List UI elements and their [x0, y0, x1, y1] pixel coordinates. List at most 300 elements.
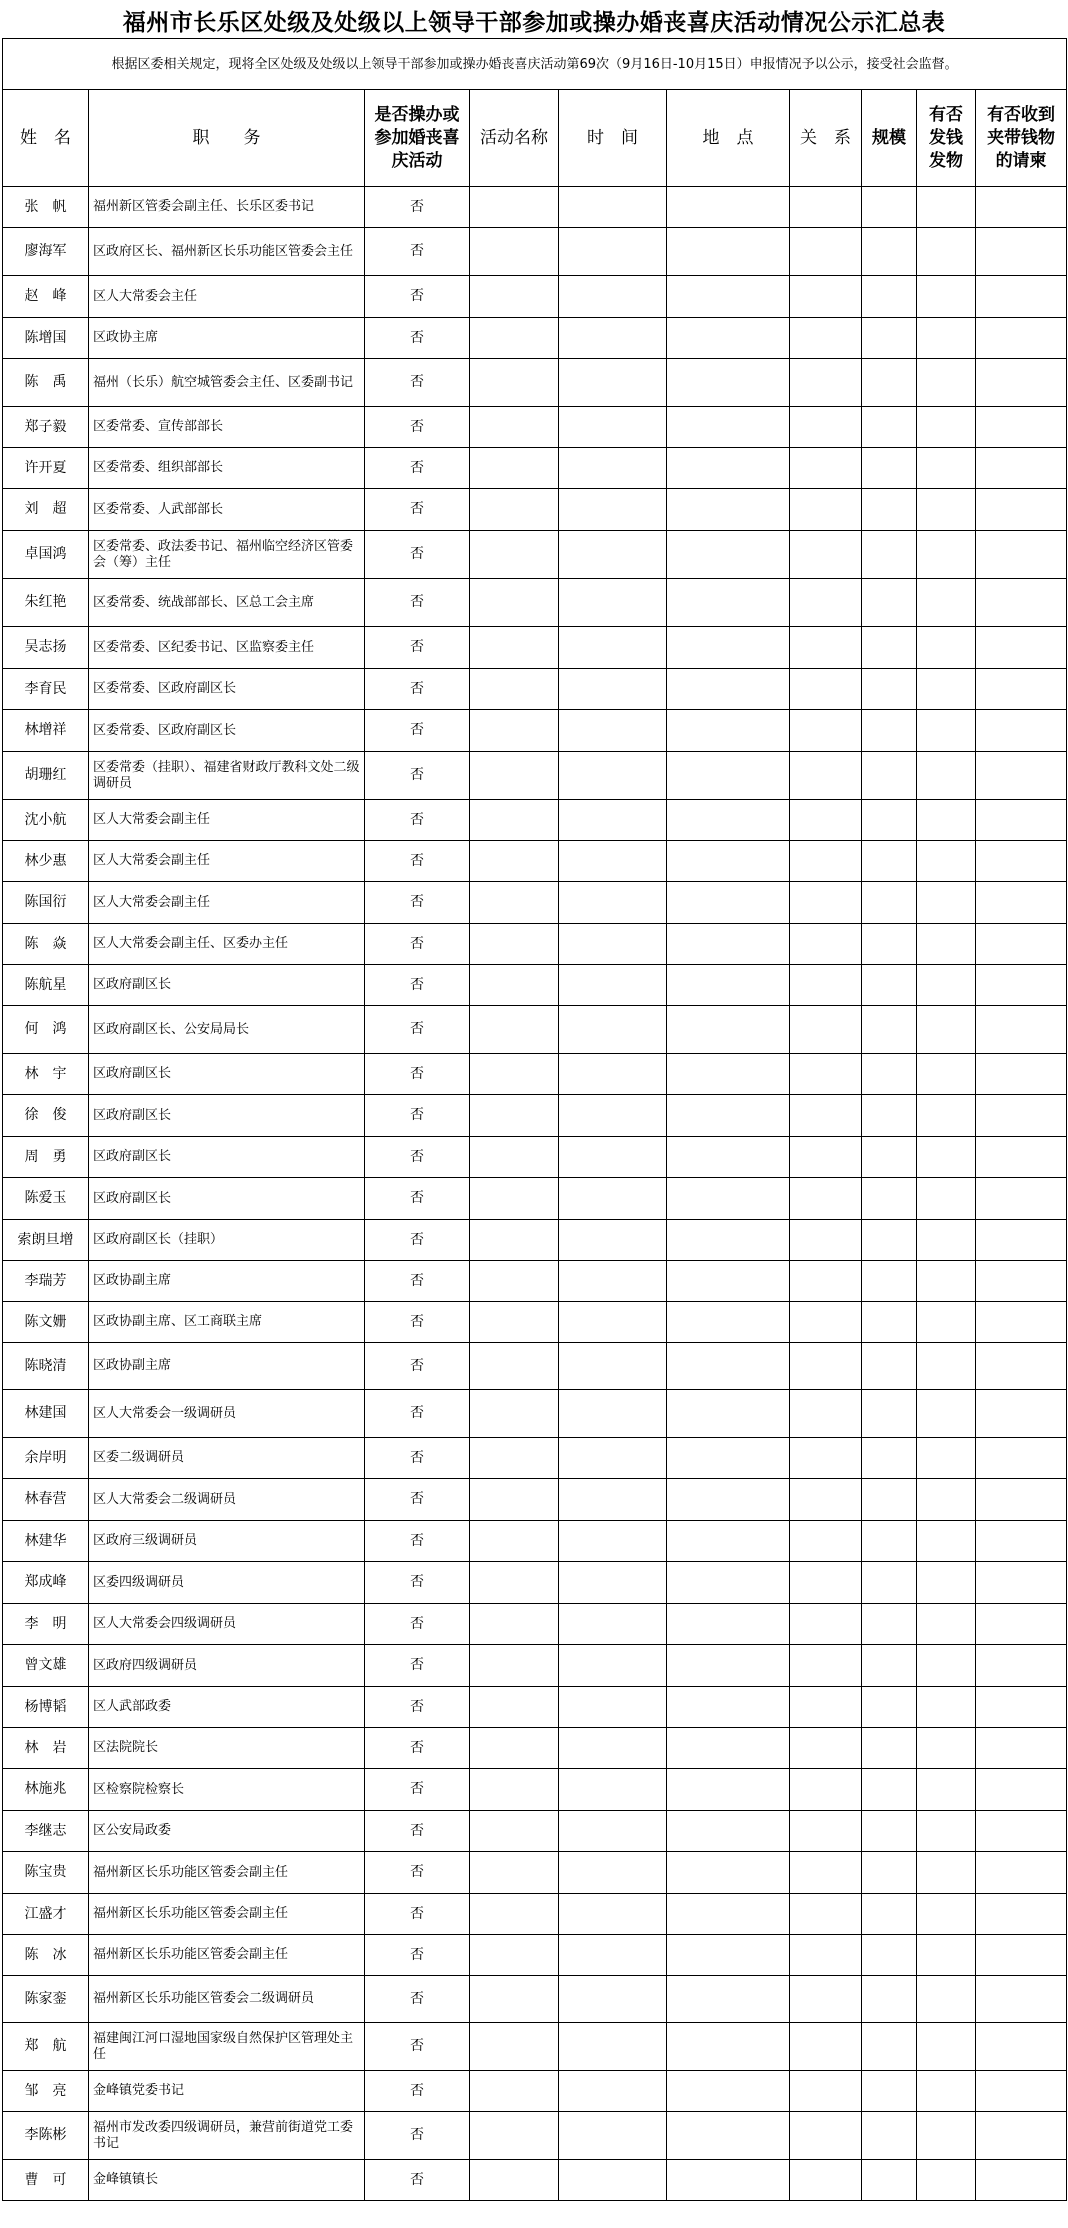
cell-relation [790, 841, 862, 882]
cell-activity [470, 1343, 559, 1390]
cell-money [917, 187, 976, 228]
cell-money [917, 1521, 976, 1562]
cell-place [667, 531, 790, 579]
cell-position: 福州（长乐）航空城管委会主任、区委副书记 [89, 359, 365, 407]
cell-time [559, 1728, 667, 1769]
cell-scale [862, 1438, 917, 1479]
cell-money [917, 627, 976, 669]
cell-money [917, 1811, 976, 1852]
table-row [3, 1728, 1067, 1769]
cell-activity [470, 1390, 559, 1438]
cell-envelope [976, 1852, 1067, 1894]
cell-scale [862, 1976, 917, 2023]
cell-time [559, 1390, 667, 1438]
cell-name: 陈 焱 [3, 924, 89, 965]
cell-scale [862, 531, 917, 579]
cell-place [667, 1479, 790, 1521]
cell-attended: 否 [365, 1479, 470, 1521]
cell-money [917, 1976, 976, 2023]
cell-relation [790, 1095, 862, 1137]
cell-attended: 否 [365, 1178, 470, 1220]
cell-time [559, 187, 667, 228]
table-row [3, 1935, 1067, 1976]
cell-relation [790, 318, 862, 359]
cell-relation [790, 1935, 862, 1976]
cell-relation [790, 924, 862, 965]
cell-relation [790, 710, 862, 752]
cell-name: 郑子毅 [3, 407, 89, 448]
cell-time [559, 1438, 667, 1479]
table-row [3, 489, 1067, 531]
cell-place [667, 1095, 790, 1137]
cell-time [559, 1562, 667, 1604]
cell-place [667, 187, 790, 228]
cell-envelope [976, 965, 1067, 1006]
cell-envelope [976, 1343, 1067, 1390]
cell-envelope [976, 1302, 1067, 1343]
cell-attended: 否 [365, 1390, 470, 1438]
cell-envelope [976, 579, 1067, 627]
cell-place [667, 1852, 790, 1894]
cell-attended: 否 [365, 882, 470, 924]
cell-name: 赵 峰 [3, 276, 89, 318]
cell-activity [470, 359, 559, 407]
cell-attended: 否 [365, 359, 470, 407]
cell-scale [862, 359, 917, 407]
cell-time [559, 1687, 667, 1728]
cell-attended: 否 [365, 710, 470, 752]
cell-name: 林 宇 [3, 1054, 89, 1095]
cell-attended: 否 [365, 489, 470, 531]
cell-name: 陈晓清 [3, 1343, 89, 1390]
cell-attended: 否 [365, 800, 470, 841]
cell-place [667, 489, 790, 531]
cell-attended: 否 [365, 2112, 470, 2160]
cell-envelope [976, 187, 1067, 228]
cell-position: 区法院院长 [89, 1728, 365, 1769]
cell-envelope [976, 1728, 1067, 1769]
cell-money [917, 710, 976, 752]
cell-time [559, 924, 667, 965]
cell-scale [862, 579, 917, 627]
cell-activity [470, 1261, 559, 1302]
cell-attended: 否 [365, 1302, 470, 1343]
cell-relation [790, 579, 862, 627]
cell-money [917, 1645, 976, 1687]
cell-place [667, 627, 790, 669]
table-row [3, 1604, 1067, 1645]
cell-position: 区人大常委会副主任 [89, 800, 365, 841]
cell-name: 索朗旦增 [3, 1220, 89, 1261]
cell-envelope [976, 1054, 1067, 1095]
table-row [3, 2023, 1067, 2071]
table-row [3, 2071, 1067, 2112]
cell-activity [470, 1006, 559, 1054]
cell-position: 区委常委、区政府副区长 [89, 669, 365, 710]
cell-relation [790, 752, 862, 800]
cell-scale [862, 1095, 917, 1137]
cell-position: 金峰镇镇长 [89, 2160, 365, 2201]
cell-envelope [976, 2160, 1067, 2201]
cell-attended: 否 [365, 318, 470, 359]
cell-name: 陈爱玉 [3, 1178, 89, 1220]
cell-position: 区委常委、政法委书记、福州临空经济区管委会（筹）主任 [89, 531, 365, 579]
cell-activity [470, 1811, 559, 1852]
table-row [3, 228, 1067, 276]
cell-position: 区政协副主席 [89, 1343, 365, 1390]
cell-time [559, 489, 667, 531]
cell-time [559, 1645, 667, 1687]
cell-name: 陈增国 [3, 318, 89, 359]
cell-name: 陈 禹 [3, 359, 89, 407]
cell-money [917, 448, 976, 489]
cell-activity [470, 627, 559, 669]
cell-attended: 否 [365, 187, 470, 228]
cell-name: 陈 冰 [3, 1935, 89, 1976]
cell-envelope [976, 924, 1067, 965]
cell-relation [790, 2071, 862, 2112]
cell-envelope [976, 1095, 1067, 1137]
cell-name: 陈家銮 [3, 1976, 89, 2023]
cell-place [667, 1976, 790, 2023]
table-row [3, 882, 1067, 924]
cell-name: 何 鸿 [3, 1006, 89, 1054]
cell-position: 区委常委、宣传部部长 [89, 407, 365, 448]
cell-money [917, 2023, 976, 2071]
cell-position: 区人大常委会副主任 [89, 882, 365, 924]
cell-position: 区政府四级调研员 [89, 1645, 365, 1687]
cell-position: 区政协副主席 [89, 1261, 365, 1302]
cell-relation [790, 669, 862, 710]
cell-activity [470, 407, 559, 448]
cell-activity [470, 1220, 559, 1261]
cell-position: 区政府副区长 [89, 1137, 365, 1178]
cell-time [559, 1894, 667, 1935]
cell-attended: 否 [365, 1687, 470, 1728]
cell-relation [790, 1769, 862, 1811]
cell-scale [862, 627, 917, 669]
cell-activity [470, 1728, 559, 1769]
table-row [3, 318, 1067, 359]
cell-position: 福州市发改委四级调研员，兼营前街道党工委书记 [89, 2112, 365, 2160]
cell-time [559, 448, 667, 489]
cell-name: 胡珊红 [3, 752, 89, 800]
cell-attended: 否 [365, 2160, 470, 2201]
cell-relation [790, 359, 862, 407]
cell-money [917, 882, 976, 924]
cell-activity [470, 1137, 559, 1178]
cell-time [559, 965, 667, 1006]
cell-money [917, 1054, 976, 1095]
cell-attended: 否 [365, 965, 470, 1006]
cell-name: 刘 超 [3, 489, 89, 531]
table-row [3, 531, 1067, 579]
cell-name: 许开夏 [3, 448, 89, 489]
cell-activity [470, 1976, 559, 2023]
cell-money [917, 2112, 976, 2160]
cell-activity [470, 965, 559, 1006]
header-place: 地 点 [667, 90, 790, 187]
cell-scale [862, 1645, 917, 1687]
cell-activity [470, 1604, 559, 1645]
cell-envelope [976, 1220, 1067, 1261]
cell-relation [790, 1438, 862, 1479]
cell-time [559, 2160, 667, 2201]
cell-envelope [976, 1562, 1067, 1604]
table-row [3, 1390, 1067, 1438]
cell-time [559, 228, 667, 276]
cell-place [667, 1137, 790, 1178]
table-row [3, 1137, 1067, 1178]
cell-attended: 否 [365, 1220, 470, 1261]
cell-place [667, 1390, 790, 1438]
cell-envelope [976, 1769, 1067, 1811]
cell-scale [862, 965, 917, 1006]
cell-scale [862, 1728, 917, 1769]
cell-envelope [976, 448, 1067, 489]
cell-position: 区政府副区长、公安局局长 [89, 1006, 365, 1054]
cell-relation [790, 965, 862, 1006]
cell-activity [470, 1562, 559, 1604]
cell-envelope [976, 627, 1067, 669]
cell-position: 区检察院检察长 [89, 1769, 365, 1811]
cell-money [917, 669, 976, 710]
cell-money [917, 276, 976, 318]
cell-envelope [976, 1137, 1067, 1178]
cell-time [559, 710, 667, 752]
cell-time [559, 1976, 667, 2023]
table-row [3, 1343, 1067, 1390]
cell-envelope [976, 882, 1067, 924]
cell-time [559, 359, 667, 407]
cell-relation [790, 1604, 862, 1645]
cell-envelope [976, 1006, 1067, 1054]
cell-position: 区委常委、组织部部长 [89, 448, 365, 489]
cell-place [667, 1178, 790, 1220]
notice-row [3, 39, 1067, 90]
cell-position: 福州新区长乐功能区管委会副主任 [89, 1935, 365, 1976]
cell-money [917, 1769, 976, 1811]
cell-time [559, 1811, 667, 1852]
cell-place [667, 1438, 790, 1479]
cell-name: 李瑞芳 [3, 1261, 89, 1302]
cell-relation [790, 627, 862, 669]
cell-relation [790, 1390, 862, 1438]
cell-activity [470, 531, 559, 579]
cell-money [917, 2071, 976, 2112]
cell-activity [470, 1521, 559, 1562]
cell-place [667, 1935, 790, 1976]
cell-activity [470, 1054, 559, 1095]
cell-activity [470, 882, 559, 924]
cell-activity [470, 1178, 559, 1220]
cell-scale [862, 448, 917, 489]
cell-position: 区委四级调研员 [89, 1562, 365, 1604]
cell-name: 曹 可 [3, 2160, 89, 2201]
cell-name: 林增祥 [3, 710, 89, 752]
cell-envelope [976, 1178, 1067, 1220]
cell-envelope [976, 2112, 1067, 2160]
cell-name: 张 帆 [3, 187, 89, 228]
table-row [3, 1769, 1067, 1811]
table-row [3, 2160, 1067, 2201]
cell-scale [862, 1811, 917, 1852]
cell-name: 廖海军 [3, 228, 89, 276]
cell-position: 区政协主席 [89, 318, 365, 359]
cell-attended: 否 [365, 1006, 470, 1054]
cell-position: 区委常委、区政府副区长 [89, 710, 365, 752]
cell-activity [470, 1438, 559, 1479]
cell-position: 区委常委、区纪委书记、区监察委主任 [89, 627, 365, 669]
table-row [3, 1562, 1067, 1604]
cell-envelope [976, 228, 1067, 276]
cell-attended: 否 [365, 1095, 470, 1137]
table-row [3, 1054, 1067, 1095]
cell-position: 福州新区管委会副主任、长乐区委书记 [89, 187, 365, 228]
cell-place [667, 965, 790, 1006]
cell-envelope [976, 841, 1067, 882]
cell-money [917, 2160, 976, 2201]
cell-scale [862, 1562, 917, 1604]
table-row [3, 1438, 1067, 1479]
cell-time [559, 1302, 667, 1343]
cell-place [667, 1811, 790, 1852]
cell-scale [862, 1935, 917, 1976]
cell-envelope [976, 1894, 1067, 1935]
cell-envelope [976, 276, 1067, 318]
table-row [3, 627, 1067, 669]
cell-position: 区政府副区长 [89, 1054, 365, 1095]
cell-activity [470, 1095, 559, 1137]
cell-time [559, 1095, 667, 1137]
cell-place [667, 669, 790, 710]
cell-activity [470, 710, 559, 752]
cell-money [917, 1390, 976, 1438]
header-scale: 规模 [862, 90, 917, 187]
cell-money [917, 1302, 976, 1343]
cell-place [667, 1562, 790, 1604]
header-row [3, 90, 1067, 187]
cell-envelope [976, 2071, 1067, 2112]
cell-relation [790, 1137, 862, 1178]
cell-place [667, 752, 790, 800]
cell-scale [862, 669, 917, 710]
cell-attended: 否 [365, 1604, 470, 1645]
table-row [3, 1261, 1067, 1302]
cell-envelope [976, 531, 1067, 579]
cell-activity [470, 924, 559, 965]
cell-relation [790, 2112, 862, 2160]
cell-position: 福州新区长乐功能区管委会副主任 [89, 1894, 365, 1935]
cell-envelope [976, 1261, 1067, 1302]
cell-envelope [976, 489, 1067, 531]
cell-money [917, 924, 976, 965]
cell-scale [862, 489, 917, 531]
table-row [3, 1302, 1067, 1343]
cell-envelope [976, 1479, 1067, 1521]
cell-attended: 否 [365, 1728, 470, 1769]
cell-relation [790, 1178, 862, 1220]
cell-scale [862, 2023, 917, 2071]
cell-scale [862, 318, 917, 359]
table-row [3, 1894, 1067, 1935]
header-attended: 是否操办或参加婚丧喜庆活动 [365, 90, 470, 187]
cell-money [917, 407, 976, 448]
cell-place [667, 2112, 790, 2160]
cell-name: 杨博韬 [3, 1687, 89, 1728]
cell-place [667, 228, 790, 276]
cell-time [559, 579, 667, 627]
table-row [3, 1687, 1067, 1728]
cell-money [917, 841, 976, 882]
cell-scale [862, 882, 917, 924]
cell-time [559, 1479, 667, 1521]
cell-relation [790, 882, 862, 924]
cell-place [667, 710, 790, 752]
cell-relation [790, 1261, 862, 1302]
cell-money [917, 1220, 976, 1261]
cell-time [559, 1343, 667, 1390]
cell-activity [470, 1935, 559, 1976]
cell-time [559, 800, 667, 841]
cell-place [667, 1604, 790, 1645]
cell-attended: 否 [365, 2023, 470, 2071]
cell-name: 林少惠 [3, 841, 89, 882]
cell-envelope [976, 800, 1067, 841]
cell-name: 郑成峰 [3, 1562, 89, 1604]
table-row [3, 1811, 1067, 1852]
cell-name: 郑 航 [3, 2023, 89, 2071]
cell-place [667, 2023, 790, 2071]
cell-scale [862, 276, 917, 318]
cell-place [667, 448, 790, 489]
cell-money [917, 1894, 976, 1935]
cell-scale [862, 1769, 917, 1811]
cell-place [667, 579, 790, 627]
cell-name: 陈航星 [3, 965, 89, 1006]
table-row [3, 1095, 1067, 1137]
cell-scale [862, 1006, 917, 1054]
cell-attended: 否 [365, 1811, 470, 1852]
cell-name: 陈宝贵 [3, 1852, 89, 1894]
cell-money [917, 318, 976, 359]
cell-place [667, 1054, 790, 1095]
cell-relation [790, 1006, 862, 1054]
cell-relation [790, 1054, 862, 1095]
cell-envelope [976, 1438, 1067, 1479]
cell-time [559, 2023, 667, 2071]
cell-place [667, 1687, 790, 1728]
cell-money [917, 800, 976, 841]
header-position: 职 务 [89, 90, 365, 187]
cell-relation [790, 407, 862, 448]
cell-envelope [976, 1390, 1067, 1438]
cell-activity [470, 489, 559, 531]
table-row [3, 579, 1067, 627]
cell-activity [470, 448, 559, 489]
table-row [3, 276, 1067, 318]
cell-scale [862, 1261, 917, 1302]
cell-scale [862, 752, 917, 800]
cell-place [667, 359, 790, 407]
cell-scale [862, 1343, 917, 1390]
table-row [3, 1852, 1067, 1894]
cell-money [917, 1562, 976, 1604]
cell-relation [790, 1687, 862, 1728]
cell-place [667, 1220, 790, 1261]
cell-money [917, 1935, 976, 1976]
cell-position: 区人大常委会一级调研员 [89, 1390, 365, 1438]
